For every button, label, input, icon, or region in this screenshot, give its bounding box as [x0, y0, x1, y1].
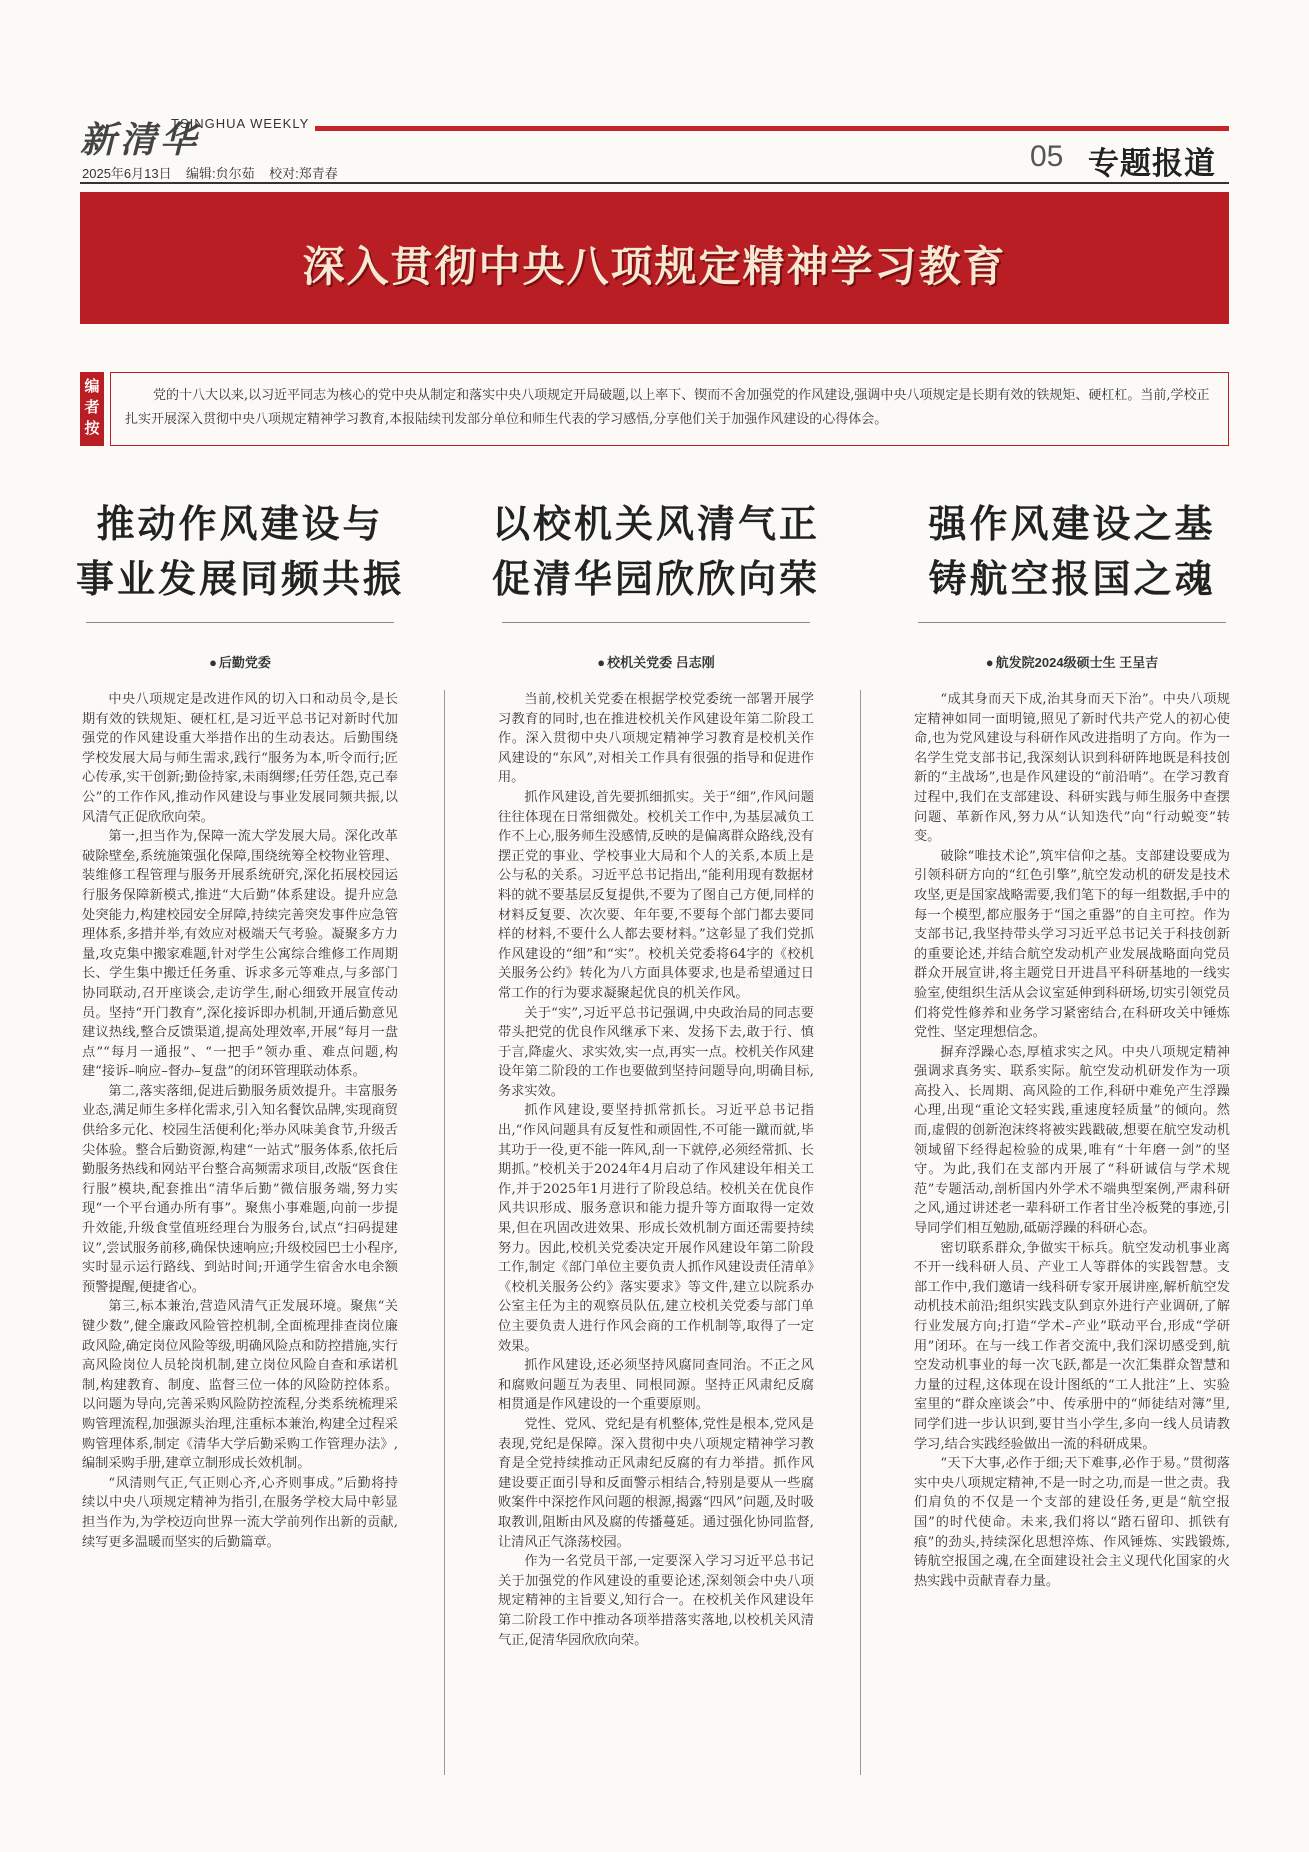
column-divider: [444, 690, 445, 1775]
paragraph: 抓作风建设,首先要抓细抓实。关于“细”,作风问题往往体现在日常细微处。校机关工作中,为基层减负工作不上心,服务师生没感情,反映的是偏离群众路线,没有摆正党的事业、学校事业大局和个人的关系,本质上是公与私的关系。习近平总书记指出,“能利用现有数据材料的就不要基层反复提供,不要为了图自己方便,同样的材料反复要、次次要、年年要,不要每个部门都去要同样的材料,不要什么人都去要材料。”这彰显了我们党抓作风建设的“细”和“实”。校机关党委将64字的《校机关服务公约》转化为八方面具体要求,也是希望通过日常工作的行为要求凝聚起优良的机关作风。: [498, 789, 814, 1001]
article-3-author: ● 航发院2024级硕士生 王呈吉: [904, 652, 1240, 671]
article-3-title-line1: 强作风建设之基: [928, 501, 1216, 546]
paragraph: “天下大事,必作于细;天下难事,必作于易。”贯彻落实中央八项规定精神,不是一时之功,而是一世之责。我们肩负的不仅是一个支部的建设任务,更是“航空报国”的时代使命。未来,我们将以“踏石留印、抓铁有痕”的劲头,持续深化思想淬炼、作风锤炼、实践锻炼,铸航空报国之魂,在全面建设社会主义现代化国家的火热实践中贡献青春力量。: [914, 1456, 1230, 1589]
header-red-rule: [315, 126, 1229, 131]
paragraph: 党性、党风、党纪是有机整体,党性是根本,党风是表现,党纪是保障。深入贯彻中央八项规定精神学习教育是全党持续推动正风肃纪反腐的有力举措。抓作风建设要正面引导和反面警示相结合,特别是要从一些腐败案件中深挖作风问题的根源,揭露“四风”问题,及时吸取教训,阻断由风及腐的传播蔓延。通过强化协同监督,让清风正气涤荡校园。: [498, 1416, 814, 1550]
paragraph: 第二,落实落细,促进后勤服务质效提升。丰富服务业态,满足师生多样化需求,引入知名餐饮品牌,实现商贸供给多元化、校园生活便利化;举办风味美食节,升级舌尖体验。整合后勤资源,构建“一站式”服务体系,依托后勤服务热线和网站平台整合高频需求项目,改版“医食住行服”模块,配套推出“清华后勤”微信服务端,努力实现“一个平台通办所有事”。聚焦小事难题,向前一步提升效能,升级食堂值班经理台为服务台,试点“扫码提建议”,尝试服务前移,确保快速响应;升级校园巴士小程序,实时显示运行路线、到站时间;开通学生宿舍水电余额预警提醒,便捷省心。: [82, 1083, 398, 1295]
article-2-title: [488, 496, 824, 606]
article-2-rule: [502, 622, 810, 623]
paragraph: 第一,担当作为,保障一流大学发展大局。深化改革破除壁垒,系统施策强化保障,围绕统筹全校物业管理、装维修工程管理与服务开展系统研究,深化拓展校园运行服务保障新模式,推进“大后勤”体系建设。提升应急处突能力,构建校园安全屏障,持续完善突发事件应急管理体系,多措并举,有效应对极端天气考验。凝聚多方力量,攻克集中搬家难题,针对学生公寓综合维修工作周期长、学生集中搬迁任务重、诉求多元等难点,与多部门协同联动,召开座谈会,走访学生,耐心细致开展宣传动员。坚持“开门教育”,深化接诉即办机制,开通后勤意见建议热线,整合反馈渠道,提高处理效率,开展“每月一盘点”“每月一通报”、“一把手”领办重、难点问题,构建“接诉–响应–督办–复盘”的闭环管理联动体系。: [82, 829, 398, 1080]
paragraph: 第三,标本兼治,营造风清气正发展环境。聚焦“关键少数”,健全廉政风险管控机制,全面梳理排查岗位廉政风险,确定岗位风险等级,明确风险点和防控措施,实行高风险岗位人员轮岗机制,建立岗位风险自查和承诺机制,构建教育、制度、监督三位一体的风险防控体系。以问题为导向,完善采购风险防控流程,分类系统梳理采购管理流程,加强源头治理,注重标本兼治,构建全过程采购管理体系,制定《清华大学后勤采购工作管理办法》,编制采购手册,建章立制形成长效机制。: [82, 1299, 398, 1472]
paragraph: 破除“唯技术论”,筑牢信仰之基。支部建设要成为引领科研方向的“红色引擎”,航空发动机的研发是技术攻坚,更是国家战略需要,我们笔下的每一组数据,手中的每一个模型,都应服务于“国之重器”的自主可控。作为支部书记,我坚持带头学习习近平总书记关于科技创新的重要论述,并结合航空发动机产业发展战略面向党员群众开展宣讲,将主题党日开进昌平科研基地的一线实验室,使组织生活从会议室延伸到科研场,切实引领党员们将党性修养和业务学习紧密结合,在科研攻关中锤炼党性、坚定理想信念。: [914, 848, 1230, 1041]
paragraph: 密切联系群众,争做实干标兵。航空发动机事业离不开一线科研人员、产业工人等群体的实践智慧。支部工作中,我们邀请一线科研专家开展讲座,解析航空发动机技术前沿;组织实践支队到京外进行产业调研,了解行业发展方向;打造“学术–产业”联动平台,形成“学研用”闭环。在与一线工作者交流中,我们深切感受到,航空发动机事业的每一次飞跃,都是一次汇集群众智慧和力量的过程,这体现在设计图纸的“工人批注”上、实验室里的“群众座谈会”中、传承册中的“师徒结对簿”里,同学们进一步认识到,要甘当小学生,多向一线人员请教学习,结合实践经验做出一流的科研成果。: [914, 1240, 1230, 1452]
article-2-title-line2: 促清华园欣欣向荣: [491, 556, 820, 601]
paragraph: “成其身而天下成,治其身而天下治”。中央八项规定精神如同一面明镜,照见了新时代共产党人的初心使命,也为党风建设与科研作风改进指明了方向。作为一名学生党支部书记,我深刻认识到科研阵地既是科技创新的“主战场”,也是作风建设的“前沿哨”。在学习教育过程中,我们在支部建设、科研实践与师生服务中查摆问题、革新作风,努力从“认知迭代”向“行动蜕变”转变。: [914, 692, 1230, 845]
paragraph: 抓作风建设,要坚持抓常抓长。习近平总书记指出,“作风问题具有反复性和顽固性,不可能一蹴而就,毕其功于一役,更不能一阵风,刮一下就停,必须经常抓、长期抓。”校机关于2024年4月启动了作风建设年相关工作,并于2025年1月进行了阶段总结。校机关在优良作风共识形成、服务意识和能力提升等方面取得一定效果,但在巩固改进效果、形成长效机制方面还需要持续努力。因此,校机关党委决定开展作风建设年第二阶段工作,制定《部门单位主要负责人抓作风建设责任清单》《校机关服务公约》落实要求》等文件,建立以院系办公室主任为主的观察员队伍,建立校机关党委与部门单位主要负责人进行作风会商的工作机制等,取得了一定效果。: [498, 1103, 814, 1354]
article-1-title: [72, 496, 408, 606]
section-title: 专题报道: [1088, 146, 1216, 182]
article-3-title-line2: 铸航空报国之魂: [928, 556, 1216, 601]
article-2-body: [498, 690, 814, 1650]
banner-title: 深入贯彻中央八项规定精神学习教育: [302, 242, 1007, 291]
article-3-rule: [918, 622, 1226, 623]
paragraph: 关于“实”,习近平总书记强调,中央政治局的同志要带头把党的优良作风继承下来、发扬下去,敢于行、慎于言,降虚火、求实效,实一点,再实一点。校机关作风建设年第二阶段的工作也要做到坚持问题导向,明确目标,务求实效。: [498, 1005, 814, 1099]
topic-banner: [80, 192, 1229, 324]
article-2-author: ● 校机关党委 吕志刚: [488, 652, 824, 671]
editor-note-tag: 编者按: [80, 372, 104, 446]
paragraph: 当前,校机关党委在根据学校党委统一部署开展学习教育的同时,也在推进校机关作风建设年第二阶段工作。深入贯彻中央八项规定精神学习教育是校机关作风建设的“东风”,对相关工作具有很强的指导和促进作用。: [498, 692, 814, 786]
masthead-english: TSINGHUA WEEKLY: [171, 116, 310, 131]
dateline: 2025年6月13日 编辑:贠尔茹 校对:郑青春: [82, 166, 338, 181]
masthead-logo: 新清华: [80, 119, 201, 161]
page-number: 05: [1030, 140, 1064, 173]
article-1-rule: [86, 622, 394, 623]
article-3-body: [914, 690, 1230, 1591]
paragraph: 摒弃浮躁心态,厚植求实之风。中央八项规定精神强调求真务实、联系实际。航空发动机研发作为一项高投入、长周期、高风险的工作,科研中难免产生浮躁心理,出现“重论文轻实践,重速度轻质量”的倾向。然而,虚假的创新泡沫终将被实践戳破,想要在航空发动机领域留下经得起检验的成果,唯有“十年磨一剑”的坚守。为此,我们在支部内开展了“科研诚信与学术规范”专题活动,剖析国内外学术不端典型案例,严肃科研之风,通过讲述老一辈科研工作者甘坐冷板凳的事迹,引导同学们相互勉励,砥砺浮躁的科研心态。: [914, 1044, 1230, 1237]
editor-note: [80, 372, 1229, 446]
header-rule: [80, 182, 1229, 184]
article-1-body: [82, 690, 398, 1552]
paragraph: “风清则气正,气正则心齐,心齐则事成。”后勤将持续以中央八项规定精神为指引,在服务学校大局中彰显担当作为,为学校迈向世界一流大学前列作出新的贡献,续写更多温暖而坚实的后勤篇章。: [82, 1475, 398, 1550]
article-3-title: [904, 496, 1240, 606]
paragraph: 中央八项规定是改进作风的切入口和动员令,是长期有效的铁规矩、硬杠杠,是习近平总书记对新时代加强党的作风建设重大举措作出的生动表达。后勤围绕学校发展大局与师生需求,践行“服务为本,听令而行;匠心传承,实干创新;勤俭持家,未雨绸缪;任劳任怨,克己奉公”的工作作风,推动作风建设与事业发展同频共振,以风清气正促欣欣向荣。: [82, 692, 398, 825]
article-1-title-line1: 推动作风建设与: [96, 501, 384, 546]
article-2-title-line1: 以校机关风清气正: [491, 501, 820, 546]
editor-note-text: 党的十八大以来,以习近平同志为核心的党中央从制定和落实中央八项规定开局破题,以上率下、锲而不舍加强党的作风建设,强调中央八项规定是长期有效的铁规矩、硬杠杠。当前,学校正扎实开展深入贯彻中央八项规定精神学习教育,本报陆续刊发部分单位和师生代表的学习感悟,分享他们关于加强作风建设的心得体会。: [110, 372, 1229, 446]
paragraph: 抓作风建设,还必须坚持风腐同查同治。不正之风和腐败问题互为表里、同根同源。坚持正风肃纪反腐相贯通是作风建设的一个重要原则。: [498, 1358, 814, 1413]
article-1-title-line2: 事业发展同频共振: [75, 556, 404, 601]
column-divider: [860, 690, 861, 1775]
article-1-author: ● 后勤党委: [72, 652, 408, 671]
paragraph: 作为一名党员干部,一定要深入学习习近平总书记关于加强党的作风建设的重要论述,深刻领会中央八项规定精神的主旨要义,知行合一。在校机关作风建设年第二阶段工作中推动各项举措落实落地,以校机关风清气正,促清华园欣欣向荣。: [498, 1554, 814, 1648]
